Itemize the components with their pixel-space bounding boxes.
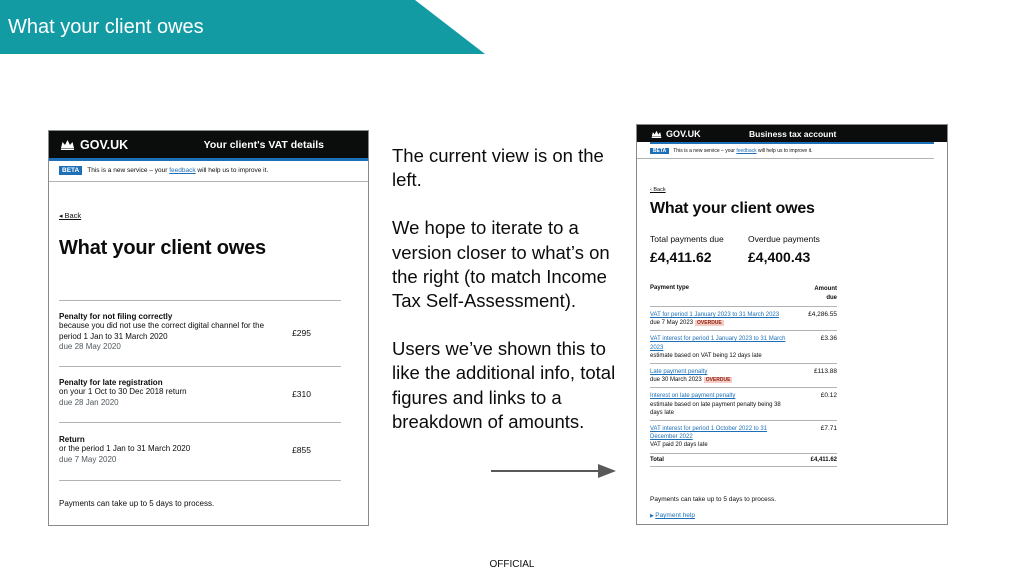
list-item — [59, 300, 341, 366]
proposed-view-screenshot — [636, 124, 948, 525]
payment-link[interactable]: Interest on late payment penalty — [650, 393, 736, 400]
crown-icon — [60, 139, 75, 150]
charge-due-date: due 7 May 2020 — [59, 454, 117, 464]
total-row-value: £4,411.62 — [810, 456, 837, 463]
classification-label: OFFICIAL — [489, 559, 535, 570]
column-header-type: Payment type — [650, 285, 690, 291]
payment-subtext: due 7 May 2023 OVERDUE — [650, 320, 722, 327]
charge-description: or the period 1 Jan to 31 March 2020 — [59, 444, 191, 453]
table-header — [650, 285, 837, 307]
payment-link[interactable]: Late payment penalty — [650, 369, 708, 376]
charge-due-date: due 28 Jan 2020 — [59, 397, 119, 407]
beta-banner — [49, 161, 368, 182]
arrow-icon — [491, 470, 601, 472]
payment-amount: £0.12 — [820, 392, 837, 400]
beta-banner — [637, 144, 934, 159]
beta-message: This is a new service – your feedback will help us to improve it. — [673, 148, 813, 154]
payment-link[interactable]: VAT interest for period 1 January 2023 to 31 March 2023 — [650, 336, 786, 351]
payment-amount: £113.88 — [813, 368, 837, 376]
column-header-amount: Amount due — [814, 286, 837, 301]
list-item — [59, 422, 341, 480]
slide-title: What your client owes — [8, 16, 204, 38]
feedback-link[interactable]: feedback — [736, 148, 757, 154]
page-heading: What your client owes — [650, 200, 815, 217]
payment-link[interactable]: VAT for period 1 January 2023 to 31 March 2023 — [650, 312, 780, 318]
table-row — [650, 307, 837, 331]
payments-table — [650, 285, 837, 467]
table-row — [650, 421, 837, 454]
payment-amount: £3.36 — [820, 335, 837, 343]
overdue-value: £4,400.43 — [748, 249, 811, 265]
charge-title: Penalty for late registration — [59, 378, 163, 387]
payment-subtext: VAT paid 20 days late — [650, 442, 708, 449]
back-link[interactable]: ‹ Back — [650, 187, 666, 193]
current-view-screenshot — [48, 130, 369, 526]
beta-message: This is a new service – your feedback will help us to improve it. — [87, 167, 269, 174]
arrow-head-icon — [598, 464, 616, 478]
paragraph: We hope to iterate to a version closer to what’s on the right (to match Income Tax Self-Assessment). — [392, 217, 610, 312]
payment-help-toggle[interactable]: ▶ Payment help — [650, 512, 695, 519]
payment-subtext: due 30 March 2023 OVERDUE — [650, 377, 731, 384]
divider — [59, 480, 341, 481]
govuk-header — [637, 125, 947, 142]
payment-link[interactable]: VAT interest for period 1 October 2022 to 31 December 2022 — [650, 426, 768, 441]
page-heading: What your client owes — [59, 237, 266, 259]
charge-title: Penalty for not filing correctly — [59, 312, 173, 321]
service-name[interactable]: Your client's VAT details — [203, 138, 324, 151]
logo-text: GOV.UK — [80, 137, 129, 152]
logo-text: GOV.UK — [666, 128, 701, 139]
charge-description: on your 1 Oct to 30 Dec 2018 return — [59, 387, 187, 396]
back-link[interactable]: ◂ Back — [59, 211, 81, 220]
charge-amount: £855 — [292, 445, 311, 455]
total-due-label: Total payments due — [650, 234, 724, 244]
total-row-label: Total — [650, 456, 664, 463]
crown-icon — [651, 130, 662, 138]
govuk-logo[interactable] — [60, 138, 128, 152]
processing-note: Payments can take up to 5 days to process. — [59, 499, 215, 508]
charges-list — [59, 300, 341, 480]
service-name[interactable]: Business tax account — [749, 128, 837, 139]
processing-note: Payments can take up to 5 days to process. — [650, 496, 777, 503]
govuk-logo[interactable] — [651, 129, 749, 139]
payment-subtext: estimate based on late payment penalty being 38 days late — [650, 401, 781, 416]
total-row — [650, 454, 837, 467]
charge-amount: £295 — [292, 328, 311, 338]
charge-due-date: due 28 May 2020 — [59, 342, 121, 351]
charge-title: Return — [59, 435, 85, 444]
table-row — [650, 388, 837, 421]
payment-amount: £4,286.55 — [808, 311, 837, 318]
charge-amount: £310 — [292, 389, 311, 399]
payment-subtext: estimate based on VAT being 12 days late — [650, 352, 762, 359]
payment-amount: £7.71 — [820, 425, 837, 433]
table-row — [650, 331, 837, 364]
govuk-header — [49, 131, 368, 158]
overdue-badge: OVERDUE — [697, 320, 722, 327]
overdue-badge: OVERDUE — [705, 377, 731, 384]
overdue-label: Overdue payments — [748, 234, 820, 244]
feedback-link[interactable]: feedback — [169, 167, 196, 174]
explanation-text — [392, 144, 622, 434]
beta-tag: BETA — [650, 148, 669, 154]
beta-tag: BETA — [59, 166, 82, 175]
charge-description: because you did not use the correct digital channel for the period 1 Jan to 31 March 2020 — [59, 321, 265, 341]
table-row — [650, 364, 837, 388]
paragraph: The current view is on the left. — [392, 145, 604, 191]
list-item — [59, 366, 341, 422]
total-due-value: £4,411.62 — [650, 249, 712, 265]
paragraph: Users we’ve shown this to like the additional info, total figures and links to a breakdown of amounts. — [392, 338, 616, 432]
